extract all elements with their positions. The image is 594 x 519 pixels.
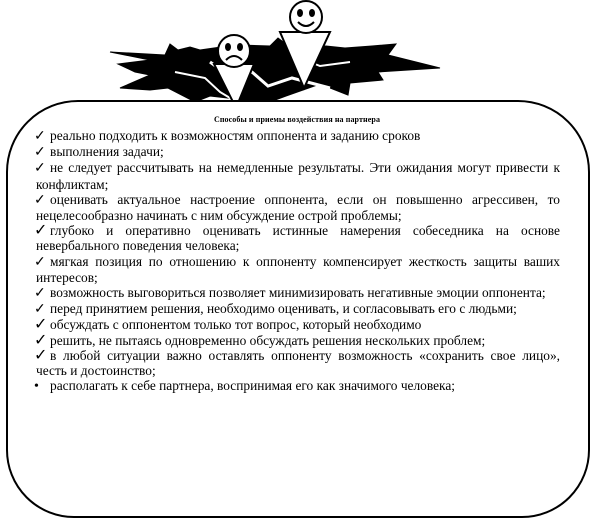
list-item: ✓ в любой ситуации важно оставлять оппоненту возможность «сохранить свое лицо», честь и достоинство;	[34, 346, 560, 379]
checkmark-icon: ✓	[34, 302, 46, 318]
checkmark-icon: ✓	[34, 346, 48, 364]
list-item: ✓ реально подходить к возможностям оппонента и заданию сроков	[34, 128, 421, 144]
happy-face-icon	[290, 1, 322, 33]
checkmark-icon: ✓	[34, 254, 46, 270]
list-item: ✓ обсуждать с оппонентом только тот вопрос, который необходимо	[34, 316, 422, 334]
checkmark-icon: ✓	[34, 129, 46, 144]
list-item: ✓ решить, не пытаясь одновременно обсуждать решения нескольких проблем;	[34, 331, 486, 349]
checkmark-icon: ✓	[34, 286, 46, 302]
checkmark-icon: ✓	[34, 316, 48, 334]
list-item: ✓ выполнения задачи;	[34, 144, 164, 161]
list-item: ✓ не следует рассчитывать на немедленные результаты. Эти ожидания могут привести к конфликтам;	[34, 160, 560, 192]
checkmark-icon: ✓	[34, 161, 46, 177]
list-item: ✓ перед принятием решения, необходимо оценивать, и согласовывать его с людьми;	[34, 301, 517, 318]
bullet-icon: •	[34, 379, 39, 395]
page-title: Способы и приемы воздействия на партнера	[213, 115, 381, 124]
recommendations-list	[36, 128, 560, 394]
sad-face-icon	[218, 35, 250, 67]
list-item: ✓ глубоко и оперативно оценивать истинные намерения собеседника на основе невербального поведения человека;	[34, 222, 560, 254]
checkmark-icon: ✓	[34, 192, 46, 208]
list-item: ✓ возможность выговориться позволяет минимизировать негативные эмоции оппонента;	[34, 285, 546, 302]
checkmark-icon: ✓	[34, 145, 46, 161]
list-item: ✓ мягкая позиция по отношению к оппоненту компенсирует жесткость защиты ваших интересов;	[34, 253, 560, 285]
checkmark-icon: ✓	[34, 331, 48, 349]
checkmark-icon: ✓	[34, 222, 48, 240]
list-item: ✓ оценивать актуальное настроение оппонента, если он повышенно агрессивен, то нецелесообразно начинать с ним обсуждение острой проблемы;	[34, 191, 560, 224]
list-item: • располагать к себе партнера, воспринимая его как значимого человека;	[34, 378, 456, 395]
